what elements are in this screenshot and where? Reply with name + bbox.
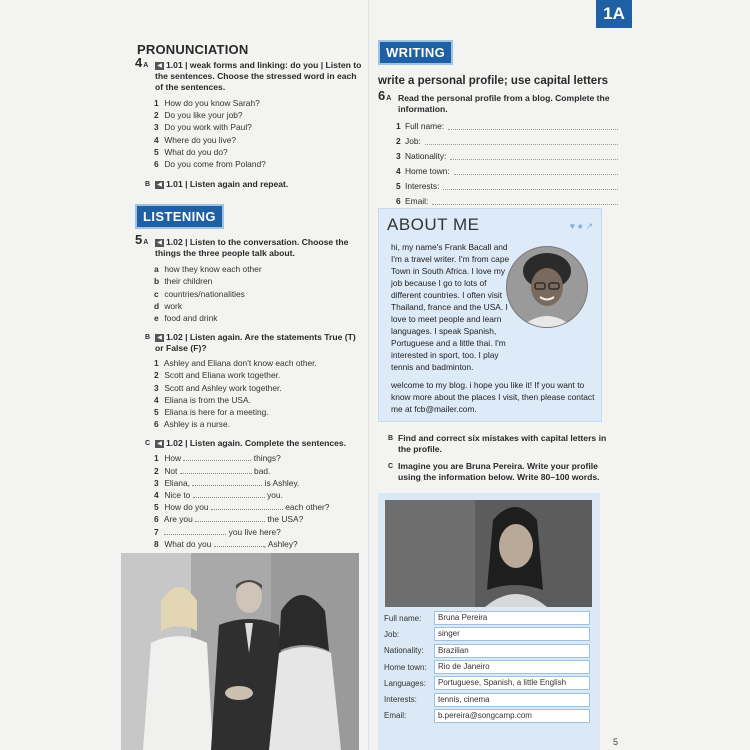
form-line: 6 Email:	[396, 194, 618, 209]
list-item: 6 Do you come from Poland?	[154, 159, 266, 170]
exercise-6a: 6A Read the personal profile from a blog. Complete the information.	[378, 88, 610, 114]
answer-blank[interactable]	[180, 465, 252, 474]
list-item: 2 Do you like your job?	[154, 110, 243, 121]
answer-blank[interactable]	[193, 489, 265, 498]
audio-icon[interactable]: ◀	[155, 181, 164, 189]
pronunciation-heading: PRONUNCIATION	[137, 42, 249, 57]
right-column	[378, 40, 618, 209]
exercise-6c: C Imagine you are Bruna Pereira. Write your profile using the information below. Write 80–100 words.	[388, 461, 600, 482]
list-item: 6 Are you the USA?	[154, 514, 304, 525]
people-greeting-illustration	[121, 553, 359, 750]
list-item: 5 What do you do?	[154, 146, 228, 157]
exercise-5b: B ◀ 1.02 | Listen again. Are the statements True (T) or False (F)?	[145, 332, 356, 354]
list-item: a how they know each other	[154, 264, 262, 275]
list-item: d work	[154, 300, 183, 311]
profile-value: Brazilian	[434, 644, 590, 658]
about-me-paragraph: hi, my name's Frank Bacall and I'm a travel writer. I'm from cape Town in South Africa. I love my job because I go to lots of different countries. I often visit Thailand, france and the USA. I love to meet people and learn languages. I speak Spanish, Portuguese and a little thai. I'm interested in sport, too. I play tennis and badminton.	[391, 242, 510, 372]
answer-line[interactable]	[448, 119, 618, 130]
table-row: Full name: Bruna Pereira	[378, 610, 598, 626]
profile-value: Rio de Janeiro	[434, 660, 590, 674]
woman-portrait-illustration	[385, 500, 592, 607]
profile-value: b.pereira@songcamp.com	[434, 709, 590, 723]
list-item: 3 Eliana, is Ashley.	[154, 477, 300, 488]
list-item: 7 you live here?	[154, 526, 281, 537]
list-item: e food and drink	[154, 313, 218, 324]
about-me-panel	[378, 208, 602, 422]
people-greeting-photo	[121, 553, 359, 750]
exercise-4a: 4A ◀ 1.01 | weak forms and linking: do you | Listen to the sentences. Choose the stressed word in each of the sentences.	[135, 55, 362, 92]
table-row: Interests: tennis, cinema	[378, 691, 598, 707]
form-line: 1 Full name:	[396, 119, 618, 134]
list-item: 6 Ashley is a nurse.	[154, 419, 230, 430]
left-column	[135, 40, 365, 556]
pronunciation-items	[135, 97, 365, 170]
exercise-6b: B Find and correct six mistakes with capital letters in the profile.	[388, 433, 607, 454]
answer-line[interactable]	[432, 194, 618, 205]
list-item: 4 Eliana is from the USA.	[154, 394, 251, 405]
page-number: 5	[612, 737, 618, 747]
woman-portrait-photo	[385, 500, 592, 607]
audio-icon[interactable]: ◀	[155, 440, 164, 448]
list-item: 2 Not bad.	[154, 465, 271, 476]
answer-line[interactable]	[454, 164, 618, 175]
list-item: 3 Do you work with Paul?	[154, 122, 252, 133]
exercise-number: 4A	[135, 55, 149, 70]
table-row: Home town: Rio de Janeiro	[378, 659, 598, 675]
answer-blank[interactable]	[214, 538, 264, 547]
audio-icon[interactable]: ◀	[155, 62, 164, 70]
form-line: 2 Job:	[396, 134, 618, 149]
exercises-6bc	[378, 433, 618, 486]
list-item: 5 Eliana is here for a meeting.	[154, 407, 269, 418]
writing-heading: WRITING	[378, 40, 453, 65]
list-item: 2 Scott and Eliana work together.	[154, 370, 281, 381]
list-item: 3 Scott and Ashley work together.	[154, 382, 282, 393]
answer-blank[interactable]	[211, 501, 283, 510]
answer-line[interactable]	[450, 149, 618, 160]
listening-heading: LISTENING	[135, 204, 224, 229]
exercise-number: 5A	[135, 232, 149, 248]
table-row: Job: singer	[378, 626, 598, 642]
listening-statements	[135, 357, 365, 430]
listening-options	[135, 263, 365, 324]
exercise-5a: 5A ◀ 1.02 | Listen to the conversation. Choose the things the three people talk about.	[135, 232, 349, 259]
column-divider	[368, 0, 369, 750]
table-row: Languages: Portuguese, Spanish, a little English	[378, 675, 598, 691]
exercise-4b: B ◀ 1.01 | Listen again and repeat.	[145, 179, 289, 190]
answer-blank[interactable]	[183, 452, 251, 461]
about-me-text	[391, 241, 596, 421]
list-item: 4 Where do you live?	[154, 134, 237, 145]
profile-value: Bruna Pereira	[434, 611, 590, 625]
profile-table	[378, 610, 598, 724]
profile-value: singer	[434, 627, 590, 641]
exercise-number: 6A	[378, 88, 392, 103]
social-icons[interactable]: ♥ ● ↗	[569, 221, 593, 231]
exercise-5c: C ◀ 1.02 | Listen again. Complete the sentences.	[145, 438, 347, 449]
answer-blank[interactable]	[192, 477, 262, 486]
list-item: 8 What do you , Ashley?	[154, 538, 298, 549]
writing-subheading: write a personal profile; use capital letters	[378, 75, 609, 87]
form-line: 3 Nationality:	[396, 149, 618, 164]
listening-sentences	[135, 452, 365, 550]
answer-line[interactable]	[443, 179, 618, 190]
audio-icon[interactable]: ◀	[155, 239, 164, 247]
unit-tab: 1A	[596, 0, 632, 28]
form-line: 5 Interests:	[396, 179, 618, 194]
table-row: Email: b.pereira@songcamp.com	[378, 708, 598, 724]
table-row: Nationality: Brazilian	[378, 643, 598, 659]
list-item: c countries/nationalities	[154, 288, 245, 299]
list-item: 1 How do you know Sarah?	[154, 98, 260, 108]
list-item: 5 How do you each other?	[154, 502, 330, 513]
profile-questions	[378, 119, 618, 209]
list-item: 4 Nice to you.	[154, 490, 283, 501]
about-me-paragraph: welcome to my blog. i hope you like it! If you want to know more about the places I visit, then please contact me at fcb@mailer.com.	[391, 380, 595, 414]
form-line: 4 Home town:	[396, 164, 618, 179]
list-item: b their children	[154, 276, 213, 287]
profile-value: tennis, cinema	[434, 693, 590, 707]
profile-value: Portuguese, Spanish, a little English	[434, 676, 590, 690]
list-item: 1 How things?	[154, 453, 281, 464]
audio-icon[interactable]: ◀	[155, 334, 164, 342]
answer-blank[interactable]	[195, 513, 265, 522]
about-me-title: ABOUT ME	[387, 215, 480, 234]
answer-blank[interactable]	[164, 526, 226, 535]
list-item: 1 Ashley and Eliana don't know each other.	[154, 358, 317, 369]
answer-line[interactable]	[425, 134, 618, 145]
